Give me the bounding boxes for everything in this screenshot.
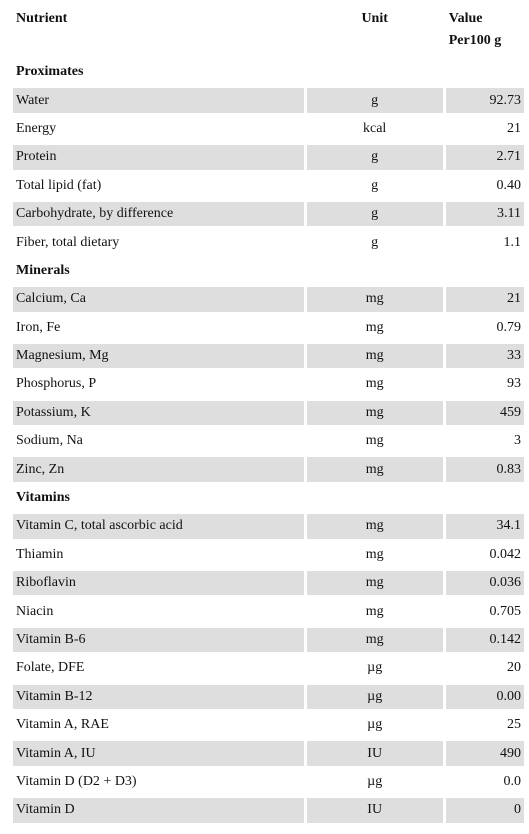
nutrient-value: 0.036 bbox=[446, 571, 524, 595]
nutrient-name: Iron, Fe bbox=[16, 319, 61, 335]
nutrient-value: 0.83 bbox=[446, 457, 524, 481]
nutrient-value: 25 bbox=[507, 717, 521, 733]
nutrient-unit: g bbox=[307, 202, 443, 226]
table-row bbox=[13, 344, 524, 368]
section-title: Minerals bbox=[16, 262, 70, 278]
nutrient-unit: mg bbox=[307, 514, 443, 538]
nutrient-name: Protein bbox=[13, 145, 304, 169]
nutrient-name: Zinc, Zn bbox=[13, 457, 304, 481]
nutrient-unit: IU bbox=[307, 798, 443, 822]
table-row bbox=[13, 230, 524, 254]
table-row bbox=[13, 202, 524, 226]
table-row bbox=[13, 741, 524, 765]
table-header-row bbox=[13, 4, 524, 56]
table-row bbox=[13, 88, 524, 112]
nutrient-name: Vitamin B-6 bbox=[13, 628, 304, 652]
table-row bbox=[13, 429, 524, 453]
section-header-row bbox=[13, 60, 524, 84]
table-row bbox=[13, 372, 524, 396]
nutrient-value: 1.1 bbox=[503, 234, 521, 250]
table-row bbox=[13, 316, 524, 340]
nutrient-unit: mg bbox=[365, 319, 384, 335]
nutrient-unit: g bbox=[371, 177, 379, 193]
nutrient-name: Niacin bbox=[16, 603, 54, 619]
table-row bbox=[13, 628, 524, 652]
nutrient-value: 0.0 bbox=[503, 773, 521, 789]
nutrient-value: 93 bbox=[507, 376, 521, 392]
nutrient-unit: mg bbox=[365, 603, 384, 619]
nutrient-unit: mg bbox=[365, 376, 384, 392]
section-header-row bbox=[13, 486, 524, 510]
nutrient-name: Sodium, Na bbox=[16, 433, 83, 449]
nutrient-name: Fiber, total dietary bbox=[16, 234, 120, 250]
table-row bbox=[13, 656, 524, 680]
nutrient-value: 20 bbox=[507, 660, 521, 676]
nutrient-column-header: Nutrient bbox=[16, 11, 68, 26]
nutrient-value: 2.71 bbox=[446, 145, 524, 169]
table-row bbox=[13, 145, 524, 169]
unit-column-header: Unit bbox=[361, 11, 388, 26]
table-row bbox=[13, 117, 524, 141]
nutrient-unit: mg bbox=[307, 401, 443, 425]
nutrient-value: 0.40 bbox=[496, 177, 521, 193]
table-row bbox=[13, 457, 524, 481]
nutrient-value: 459 bbox=[446, 401, 524, 425]
nutrient-value: 0 bbox=[446, 798, 524, 822]
table-row bbox=[13, 798, 524, 822]
table-row bbox=[13, 685, 524, 709]
nutrient-value: 490 bbox=[446, 741, 524, 765]
nutrient-value: 0.705 bbox=[489, 603, 521, 619]
nutrient-unit: µg bbox=[367, 773, 383, 789]
nutrient-value: 92.73 bbox=[446, 88, 524, 112]
value-header-line1: Value bbox=[448, 11, 483, 26]
nutrient-name: Thiamin bbox=[16, 546, 64, 562]
nutrient-unit: µg bbox=[367, 717, 383, 733]
table-row bbox=[13, 571, 524, 595]
nutrient-value: 3.11 bbox=[446, 202, 524, 226]
nutrient-name: Carbohydrate, by difference bbox=[13, 202, 304, 226]
nutrient-value: 33 bbox=[446, 344, 524, 368]
nutrient-unit: mg bbox=[307, 344, 443, 368]
table-row bbox=[13, 287, 524, 311]
nutrient-name: Water bbox=[13, 88, 304, 112]
nutrient-value: 0.79 bbox=[496, 319, 521, 335]
table-row bbox=[13, 514, 524, 538]
nutrient-name: Vitamin A, IU bbox=[13, 741, 304, 765]
table-body bbox=[13, 60, 524, 823]
nutrient-value: 3 bbox=[514, 433, 521, 449]
nutrient-unit: µg bbox=[367, 660, 383, 676]
nutrient-unit: g bbox=[307, 145, 443, 169]
section-title: Vitamins bbox=[16, 490, 70, 506]
nutrient-value: 0.042 bbox=[489, 546, 521, 562]
nutrient-unit: g bbox=[371, 234, 379, 250]
nutrient-name: Riboflavin bbox=[13, 571, 304, 595]
nutrient-unit: kcal bbox=[363, 120, 387, 136]
nutrient-value: 21 bbox=[507, 120, 521, 136]
nutrient-value: 0.142 bbox=[446, 628, 524, 652]
nutrient-value: 34.1 bbox=[446, 514, 524, 538]
section-title: Proximates bbox=[16, 64, 84, 80]
nutrient-name: Potassium, K bbox=[13, 401, 304, 425]
table-row bbox=[13, 401, 524, 425]
table-row bbox=[13, 713, 524, 737]
nutrient-name: Vitamin B-12 bbox=[13, 685, 304, 709]
nutrient-unit: mg bbox=[307, 287, 443, 311]
nutrient-name: Calcium, Ca bbox=[13, 287, 304, 311]
nutrient-name: Folate, DFE bbox=[16, 660, 85, 676]
nutrient-unit: µg bbox=[307, 685, 443, 709]
nutrient-name: Vitamin D bbox=[13, 798, 304, 822]
nutrient-name: Total lipid (fat) bbox=[16, 177, 102, 193]
nutrient-name: Energy bbox=[16, 120, 57, 136]
nutrient-unit: mg bbox=[307, 457, 443, 481]
nutrient-table bbox=[10, 0, 527, 827]
nutrient-name: Vitamin D (D2 + D3) bbox=[16, 773, 137, 789]
table-row bbox=[13, 543, 524, 567]
value-header-line2: Per100 g bbox=[448, 33, 502, 48]
nutrient-name: Magnesium, Mg bbox=[13, 344, 304, 368]
nutrient-unit: g bbox=[307, 88, 443, 112]
nutrient-unit: IU bbox=[307, 741, 443, 765]
value-column-header bbox=[446, 4, 524, 56]
section-header-row bbox=[13, 259, 524, 283]
table-row bbox=[13, 174, 524, 198]
nutrient-value: 21 bbox=[446, 287, 524, 311]
nutrient-value: 0.00 bbox=[446, 685, 524, 709]
nutrient-name: Phosphorus, P bbox=[16, 376, 97, 392]
nutrient-unit: mg bbox=[365, 546, 384, 562]
nutrient-name: Vitamin A, RAE bbox=[16, 717, 109, 733]
table-row bbox=[13, 770, 524, 794]
nutrient-unit: mg bbox=[307, 571, 443, 595]
nutrient-unit: mg bbox=[365, 433, 384, 449]
table-row bbox=[13, 599, 524, 623]
nutrient-unit: mg bbox=[307, 628, 443, 652]
nutrient-name: Vitamin C, total ascorbic acid bbox=[13, 514, 304, 538]
